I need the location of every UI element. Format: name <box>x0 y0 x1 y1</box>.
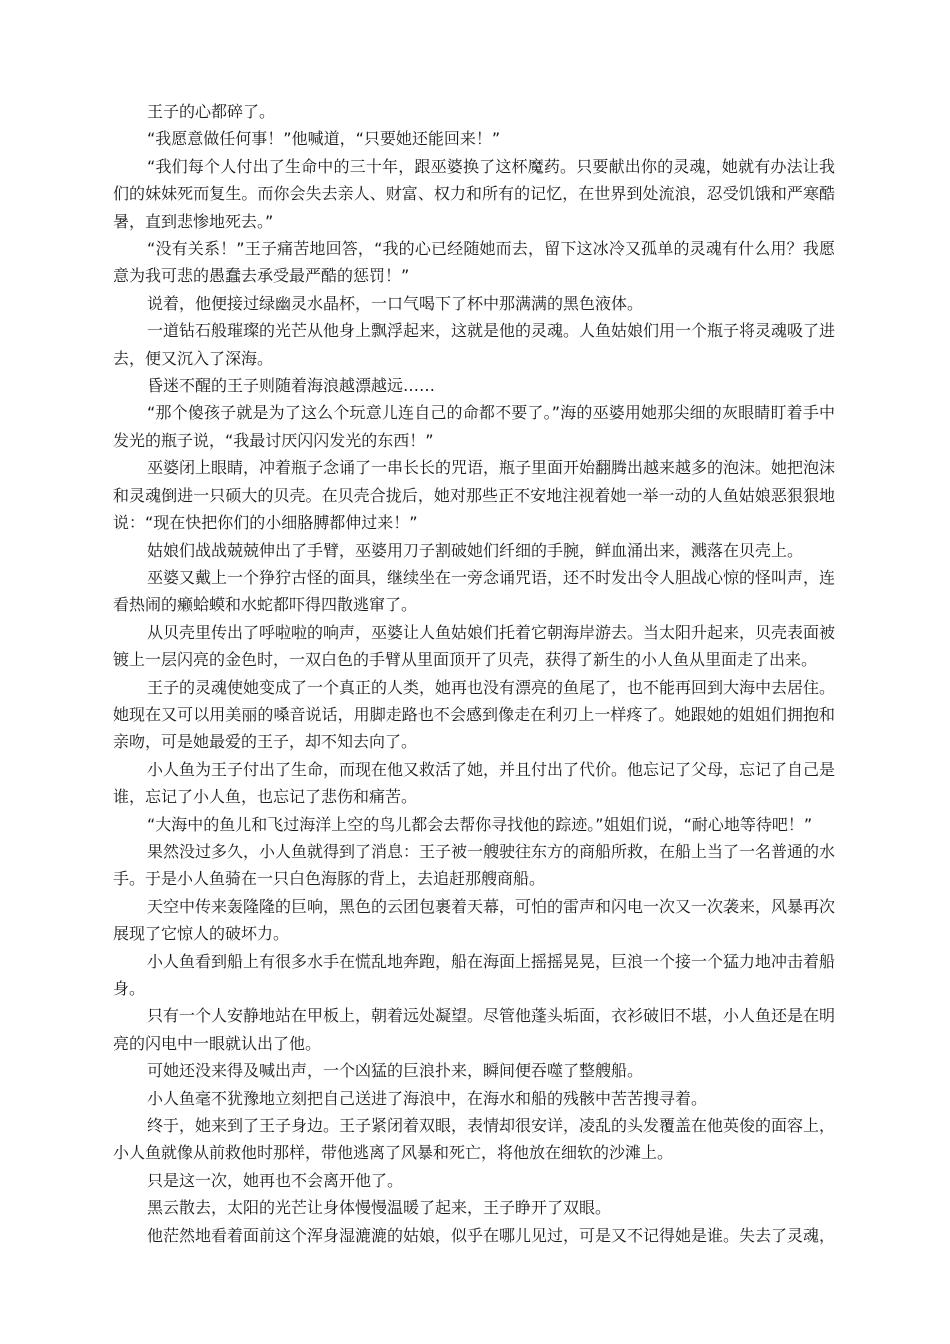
paragraph: 只是这一次，她再也不会离开他了。 <box>147 1170 404 1190</box>
paragraph: 可她还没来得及喊出声，一个凶猛的巨浪扑来，瞬间便吞噬了整艘船。 <box>147 1061 644 1081</box>
paragraph: 王子的心都碎了。 <box>147 102 276 121</box>
paragraph: 昏迷不醒的王子则随着海浪越漂越远…… <box>147 376 436 396</box>
paragraph: 他茫然地看着面前这个浑身湿漉漉的姑娘，似乎在哪儿见过，可是又不记得她是谁。失去了灵魂， <box>147 1225 836 1245</box>
paragraph: 巫婆又戴上一个狰狞古怪的面具，继续坐在一旁念诵咒语，还不时发出令人胆战心惊的怪叫声，连看热闹的癞蛤蟆和水蛇都吓得四散逃窜了。 <box>113 567 836 615</box>
paragraph: “没有关系！”王子痛苦地回答，“我的心已经随她而去，留下这冰冷又孤单的灵魂有什么用？我愿意为我可悲的愚蠢去承受最严酷的惩罚！” <box>113 239 835 286</box>
paragraph: 说着，他便接过绿幽灵水晶杯，一口气喝下了杯中那满满的黑色液体。 <box>147 293 644 313</box>
paragraph: 果然没过多久，小人鱼就得到了消息：王子被一艘驶往东方的商船所救，在船上当了一名普通的水手。于是小人鱼骑在一只白色海豚的背上，去追赶那艘商船。 <box>113 841 836 889</box>
paragraph: “那个傻孩子就是为了这么个玩意儿连自己的命都不要了。”海的巫婆用她那尖细的灰眼睛盯着手中发光的瓶子说，“我最讨厌闪闪发光的东西！” <box>113 403 835 450</box>
paragraph: “大海中的鱼儿和飞过海洋上空的鸟儿都会去帮你寻找他的踪迹。”姐姐们说，“耐心地等待吧！” <box>147 814 813 834</box>
body-text <box>113 98 835 1249</box>
paragraph: 小人鱼为王子付出了生命，而现在他又救活了她，并且付出了代价。他忘记了父母，忘记了自己是谁，忘记了小人鱼，也忘记了悲伤和痛苦。 <box>113 759 836 807</box>
paragraph: 一道钻石般璀璨的光芒从他身上飘浮起来，这就是他的灵魂。人鱼姑娘们用一个瓶子将灵魂吸了进去，便又沉入了深海。 <box>113 321 836 368</box>
paragraph: 小人鱼看到船上有很多水手在慌乱地奔跑，船在海面上摇摇晃晃，巨浪一个接一个猛力地冲击着船身。 <box>113 951 836 998</box>
paragraph: 黑云散去，太阳的光芒让身体慢慢温暖了起来，王子睁开了双眼。 <box>147 1198 612 1218</box>
paragraph: 小人鱼毫不犹豫地立刻把自己送进了海浪中，在海水和船的残骸中苦苦搜寻着。 <box>147 1088 708 1108</box>
paragraph: 姑娘们战战兢兢伸出了手臂，巫婆用刀子割破她们纤细的手腕，鲜血涌出来，溅落在贝壳上。 <box>147 540 804 560</box>
paragraph: 从贝壳里传出了呼啦啦的响声，巫婆让人鱼姑娘们托着它朝海岸游去。当太阳升起来，贝壳表面被镀上一层闪亮的金色时，一双白色的手臂从里面顶开了贝壳，获得了新生的小人鱼从里面走了出来。 <box>113 622 836 670</box>
paragraph: 只有一个人安静地站在甲板上，朝着远处凝望。尽管他蓬头垢面，衣衫破旧不堪，小人鱼还是在明亮的闪电中一眼就认出了他。 <box>113 1006 836 1053</box>
paragraph: 巫婆闭上眼睛，冲着瓶子念诵了一串长长的咒语，瓶子里面开始翻腾出越来越多的泡沫。她把泡沫和灵魂倒进一只硕大的贝壳。在贝壳合拢后，她对那些正不安地注视着她一举一动的人鱼姑娘恶狠狠地说：“现在快把你们的小细胳膊都伸过来！” <box>113 458 836 533</box>
paragraph: “我愿意做任何事！”他喊道，“只要她还能回来！” <box>147 129 501 149</box>
paragraph: 天空中传来轰隆隆的巨响，黑色的云团包裹着天幕，可怕的雷声和闪电一次又一次袭来，风暴再次展现了它惊人的破坏力。 <box>113 896 836 944</box>
paragraph: 终于，她来到了王子身边。王子紧闭着双眼，表情却很安详，凌乱的头发覆盖在他英俊的面容上，小人鱼就像从前救他时那样，带他逃离了风暴和死亡，将他放在细软的沙滩上。 <box>113 1116 836 1163</box>
paragraph: 王子的灵魂使她变成了一个真正的人类，她再也没有漂亮的鱼尾了，也不能再回到大海中去居住。她现在又可以用美丽的嗓音说话，用脚走路也不会感到像走在利刃上一样疼了。她跟她的姐姐们拥抱和亲吻，可是她最爱的王子，却不知去向了。 <box>113 677 836 752</box>
paragraph: “我们每个人付出了生命中的三十年，跟巫婆换了这杯魔药。只要献出你的灵魂，她就有办法让我们的妹妹死而复生。而你会失去亲人、财富、权力和所有的记忆，在世界到处流浪，忍受饥饿和严寒酷暑，直到悲惨地死去。” <box>113 156 835 231</box>
